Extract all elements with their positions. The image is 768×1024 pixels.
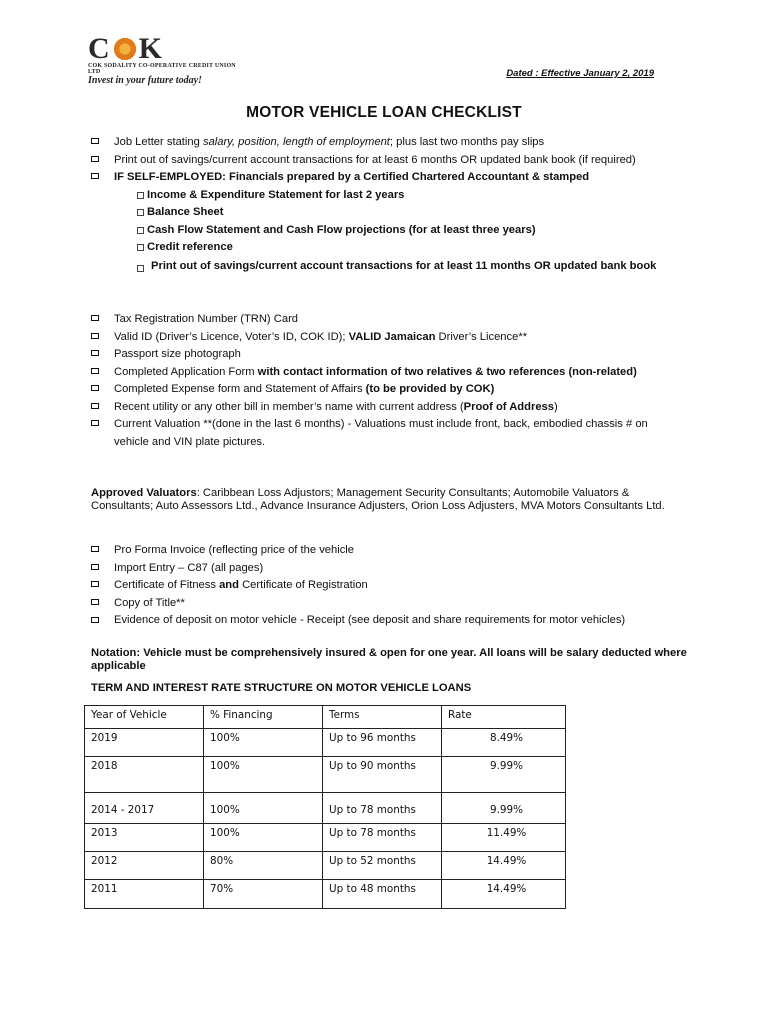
- column-header: Year of Vehicle: [85, 706, 204, 729]
- table-cell: Up to 78 months: [323, 824, 442, 852]
- list-item: Completed Application Form with contact information of two relatives & two references (non-related): [91, 364, 681, 382]
- checkbox-icon: [91, 403, 99, 409]
- checkbox-icon: [91, 173, 99, 179]
- table-cell: Up to 78 months: [323, 793, 442, 824]
- checkbox-icon: [137, 209, 144, 216]
- logo-tagline: Invest in your future today!: [88, 75, 202, 86]
- logo-sunburst-icon: [112, 36, 138, 62]
- approved-valuators: Approved Valuators: Caribbean Loss Adjustors; Management Security Consultants; Automobile Valuators & Consultants; Auto Assessors Ltd., Advance Insurance Adjusters, Orion Loss Adjusters, MVA Motors Consultants Ltd.: [91, 487, 665, 512]
- list-item: Pro Forma Invoice (reflecting price of the vehicle: [91, 542, 681, 560]
- table-cell: 2012: [85, 852, 204, 880]
- table-cell: 70%: [204, 880, 323, 909]
- table-cell: 100%: [204, 824, 323, 852]
- table-row: [85, 880, 566, 909]
- checkbox-icon: [91, 315, 99, 321]
- logo-subtitle: COK SODALITY CO-OPERATIVE CREDIT UNION LTD: [88, 63, 236, 75]
- checkbox-icon: [137, 244, 144, 251]
- checkbox-icon: [91, 599, 99, 605]
- checkbox-icon: [137, 265, 144, 272]
- list-item: Recent utility or any other bill in member’s name with current address (Proof of Address): [91, 399, 681, 417]
- list-item: Evidence of deposit on motor vehicle - Receipt (see deposit and share requirements for motor vehicles): [91, 612, 681, 627]
- checkbox-icon: [91, 581, 99, 587]
- table-cell: Up to 48 months: [323, 880, 442, 909]
- list-item: Copy of Title**: [91, 595, 681, 613]
- table-cell: 2011: [85, 880, 204, 909]
- page-title: MOTOR VEHICLE LOAN CHECKLIST: [246, 104, 522, 121]
- list-item: Tax Registration Number (TRN) Card: [91, 311, 681, 329]
- list-item-self-employed: IF SELF-EMPLOYED: Financials prepared by a Certified Chartered Accountant & stamped: [91, 169, 681, 187]
- table-cell: 9.99%: [442, 757, 566, 793]
- table-cell: 2014 - 2017: [85, 793, 204, 824]
- table-heading: TERM AND INTEREST RATE STRUCTURE ON MOTOR VEHICLE LOANS: [91, 682, 472, 694]
- checkbox-icon: [137, 227, 144, 234]
- sub-list-item: Print out of savings/current account transactions for at least 11 months OR updated bank book: [91, 257, 681, 272]
- logo-letter-c: C: [88, 32, 111, 65]
- checkbox-icon: [91, 617, 99, 623]
- table-cell: 2019: [85, 729, 204, 757]
- table-row: [85, 757, 566, 793]
- sub-list-item: Income & Expenditure Statement for last 2 years: [91, 187, 681, 205]
- table-cell: 100%: [204, 757, 323, 793]
- list-item: Print out of savings/current account transactions for at least 6 months OR updated bank book (if required): [91, 152, 681, 170]
- list-item: Import Entry – C87 (all pages): [91, 560, 681, 578]
- list-item: Completed Expense form and Statement of Affairs (to be provided by COK): [91, 381, 681, 399]
- table-cell: Up to 96 months: [323, 729, 442, 757]
- rate-table: [84, 705, 566, 909]
- checklist-vehicle: [91, 542, 681, 627]
- sub-list-item: Balance Sheet: [91, 204, 681, 222]
- table-cell: 80%: [204, 852, 323, 880]
- table-cell: 8.49%: [442, 729, 566, 757]
- table-cell: 100%: [204, 793, 323, 824]
- logo-letter-k: K: [138, 32, 164, 65]
- column-header: Rate: [442, 706, 566, 729]
- table-cell: Up to 90 months: [323, 757, 442, 793]
- table-cell: 14.49%: [442, 852, 566, 880]
- table-cell: 9.99%: [442, 793, 566, 824]
- sub-list-item: Credit reference: [91, 239, 681, 257]
- list-item: Certificate of Fitness and Certificate of Registration: [91, 577, 681, 595]
- list-item: Passport size photograph: [91, 346, 681, 364]
- table-row: [85, 729, 566, 757]
- checkbox-icon: [91, 385, 99, 391]
- cok-logo: [88, 32, 248, 86]
- table-header-row: [85, 706, 566, 729]
- table-row: [85, 852, 566, 880]
- table-cell: 2018: [85, 757, 204, 793]
- table-row: [85, 824, 566, 852]
- logo-wordmark: [88, 32, 248, 65]
- table-cell: 2013: [85, 824, 204, 852]
- checkbox-icon: [91, 333, 99, 339]
- checklist-documents: [91, 134, 681, 272]
- table-cell: 14.49%: [442, 880, 566, 909]
- table-cell: 11.49%: [442, 824, 566, 852]
- checkbox-icon: [91, 420, 99, 426]
- list-item: Job Letter stating salary, position, length of employment; plus last two months pay slips: [91, 134, 681, 152]
- checkbox-icon: [91, 138, 99, 144]
- checkbox-icon: [91, 156, 99, 162]
- checkbox-icon: [91, 350, 99, 356]
- table-row: [85, 793, 566, 824]
- sub-list-item: Cash Flow Statement and Cash Flow projections (for at least three years): [91, 222, 681, 240]
- effective-date: Dated : Effective January 2, 2019: [506, 68, 654, 79]
- list-item: Current Valuation **(done in the last 6 months) - Valuations must include front, back, embodied chassis # on vehicle and VIN plate pictures.: [91, 416, 681, 451]
- checkbox-icon: [91, 564, 99, 570]
- table-cell: Up to 52 months: [323, 852, 442, 880]
- column-header: % Financing: [204, 706, 323, 729]
- checkbox-icon: [91, 368, 99, 374]
- checkbox-icon: [137, 192, 144, 199]
- table-cell: 100%: [204, 729, 323, 757]
- checklist-identification: [91, 311, 681, 451]
- notation: Notation: Vehicle must be comprehensively insured & open for one year. All loans will be salary deducted where applicable: [91, 647, 687, 672]
- list-item: Valid ID (Driver’s Licence, Voter’s ID, COK ID); VALID Jamaican Driver’s Licence**: [91, 329, 681, 347]
- checkbox-icon: [91, 546, 99, 552]
- column-header: Terms: [323, 706, 442, 729]
